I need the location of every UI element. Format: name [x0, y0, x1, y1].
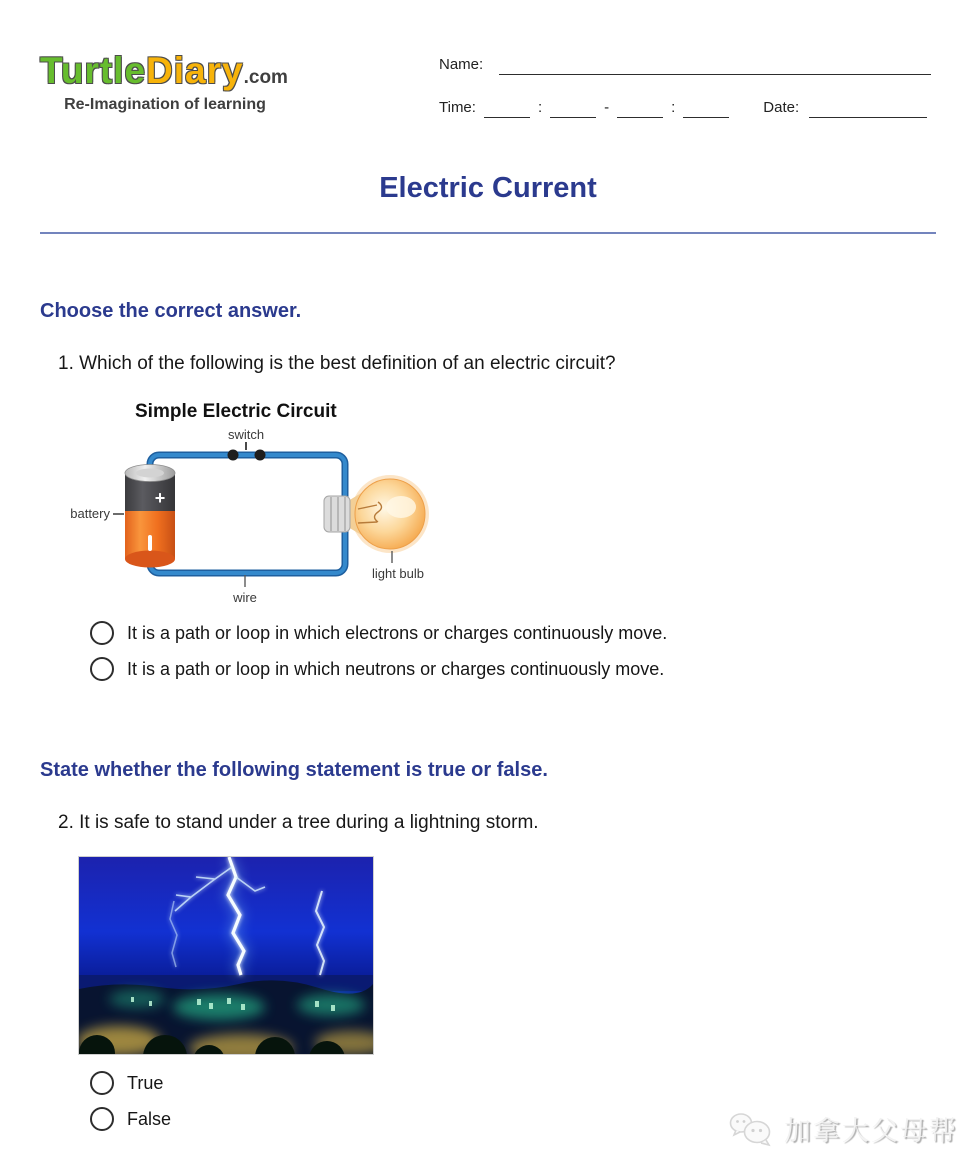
option-label: It is a path or loop in which electrons or charges continuously move. [127, 622, 668, 643]
battery-illustration [125, 465, 175, 568]
circuit-figure [60, 401, 460, 615]
name-line [499, 59, 931, 75]
section-multiple-choice [0, 300, 976, 681]
bulb-highlight [386, 496, 416, 518]
light-bulb-illustration [324, 475, 429, 553]
circuit-diagram [60, 425, 460, 610]
option-label: It is a path or loop in which neutrons or charges continuously move. [127, 658, 665, 679]
wire-loop-outline [150, 455, 345, 573]
battery-bottom [125, 551, 175, 568]
switch-label: switch [227, 427, 265, 442]
radio-button[interactable] [90, 657, 114, 681]
section-1-heading: Choose the correct answer. [40, 300, 302, 322]
header-fields [439, 50, 931, 118]
time-blank-end-hour [617, 102, 663, 118]
watermark-text: 加拿大父母帮 [784, 1116, 958, 1146]
section-2-heading: State whether the following statement is true or false. [40, 759, 548, 781]
time-label: Time: [439, 99, 476, 116]
answer-option-electrons[interactable] [90, 621, 976, 645]
date-label: Date: [763, 99, 800, 116]
time-colon-2: : [671, 99, 676, 116]
logo-brand-suffix: .com [243, 67, 288, 88]
light-bulb-label: light bulb [371, 566, 425, 581]
name-label: Name: [439, 56, 484, 73]
watermark [728, 1109, 958, 1148]
title-divider [40, 232, 936, 234]
section-true-false [0, 759, 976, 1131]
page-title: Electric Current [379, 172, 597, 204]
option-label: False [127, 1108, 172, 1129]
switch-contact-dot [228, 450, 239, 461]
bulb-screw-base [324, 496, 350, 532]
time-blank-start-hour [484, 102, 530, 118]
wechat-icon [728, 1111, 776, 1147]
wire-label: wire [233, 590, 257, 605]
lightning-photo [78, 856, 374, 1055]
answer-option-true[interactable] [90, 1071, 976, 1095]
radio-button[interactable] [90, 1071, 114, 1095]
logo [40, 50, 300, 118]
logo-brand-green: Turtle [40, 50, 147, 91]
logo-brand-yellow: Diary [146, 50, 244, 91]
time-blank-start-minute [550, 102, 596, 118]
time-blank-end-minute [683, 102, 729, 118]
question-1-text: 1. Which of the following is the best definition of an electric circuit? [58, 353, 616, 374]
circuit-figure-title: Simple Electric Circuit [135, 401, 337, 422]
answer-option-neutrons[interactable] [90, 657, 976, 681]
battery-label: battery [70, 506, 110, 521]
battery-cap-inner [136, 469, 164, 478]
radio-button[interactable] [90, 621, 114, 645]
wire-loop [150, 455, 345, 573]
battery-minus-mark [148, 535, 152, 551]
radio-button[interactable] [90, 1107, 114, 1131]
time-dash: - [604, 99, 610, 116]
date-line [809, 102, 927, 118]
header [0, 0, 976, 118]
battery-plus-mark: + [154, 488, 166, 508]
logo-tagline: Re-Imagination of learning [64, 96, 266, 113]
option-label: True [127, 1072, 164, 1093]
switch-contact-dot [255, 450, 266, 461]
time-colon-1: : [537, 99, 543, 116]
question-2-text: 2. It is safe to stand under a tree during a lightning storm. [58, 812, 539, 833]
